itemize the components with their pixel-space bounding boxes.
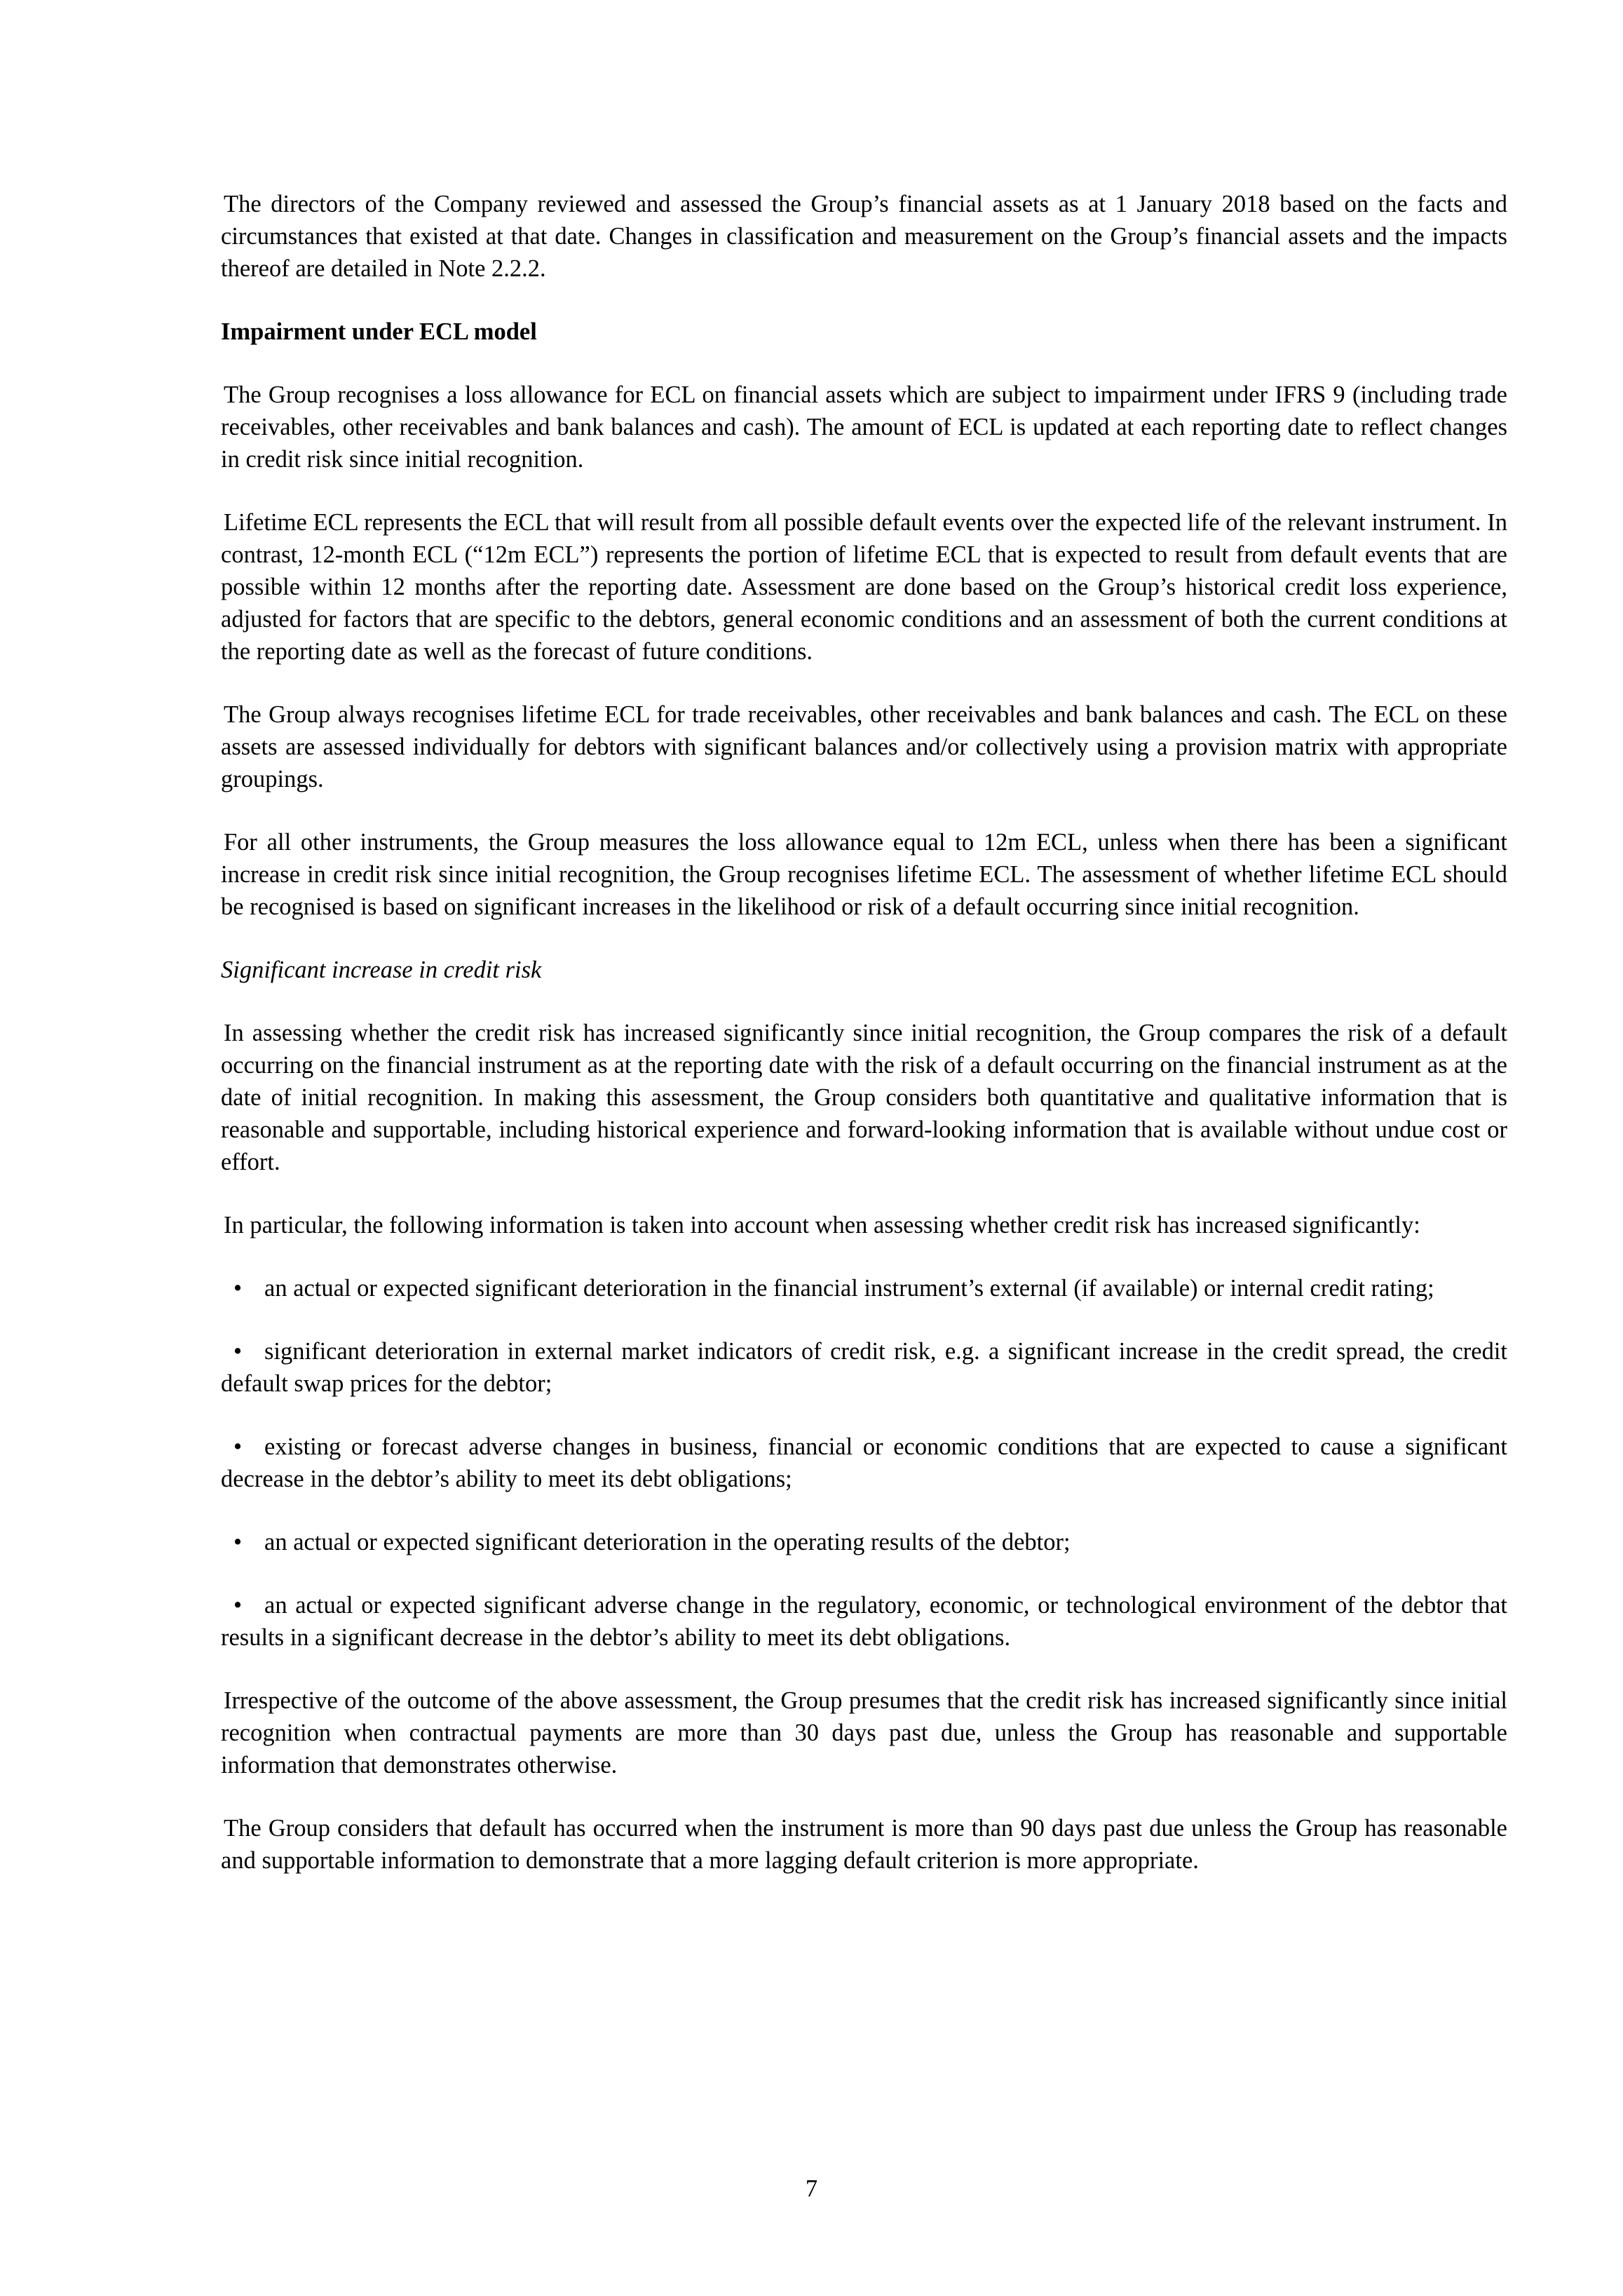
bullet-item-credit-rating [221,1272,1507,1304]
document-page [221,188,1507,1877]
heading-impairment-ecl: Impairment under ECL model [221,318,537,345]
bullet-text: an actual or expected significant deterioration in the operating results of the debtor; [264,1529,1071,1555]
paragraph-following-information: In particular, the following information is taken into account when assessing whether credit risk has increased significantly: [224,1212,1420,1238]
page-number: 7 [805,2175,818,2202]
paragraph-loss-allowance: The Group recognises a loss allowance for ECL on financial assets which are subject to impairment under IFRS 9 (including trade receivables, other receivables and bank balances and cash). The amount of ECL is updated at each reporting date to reflect changes in credit risk since initial recognition. [221,381,1507,473]
bullet-text: significant deterioration in external market indicators of credit risk, e.g. a significant increase in the credit spread, the credit default swap prices for the debtor; [221,1338,1507,1397]
paragraph-trade-receivables: The Group always recognises lifetime ECL for trade receivables, other receivables and bank balances and cash. The ECL on these assets are assessed individually for debtors with significant balances and/or collectively using a provision matrix with appropriate groupings. [221,701,1507,792]
bullet-mark: • [233,1433,243,1460]
paragraph-lifetime-ecl: Lifetime ECL represents the ECL that will result from all possible default events over the expected life of the relevant instrument. In contrast, 12-month ECL (“12m ECL”) represents the portion of lifetime ECL that is expected to result from default events that are possible within 12 months after the reporting date. Assessment are done based on the Group’s historical credit loss experience, adjusted for factors that are specific to the debtors, general economic conditions and an assessment of both the current conditions at the reporting date as well as the forecast of future conditions. [221,509,1507,665]
bullet-item-market-indicators [221,1335,1507,1400]
bullet-mark: • [233,1338,243,1365]
paragraph-30-days-past-due: Irrespective of the outcome of the above assessment, the Group presumes that the credit risk has increased significantly since initial recognition when contractual payments are more than 30 days past due, unless the Group has reasonable and supportable information that demonstrates otherwise. [221,1687,1507,1778]
paragraph-directors-review: The directors of the Company reviewed and assessed the Group’s financial assets as at 1 January 2018 based on the facts and circumstances that existed at that date. Changes in classification and measurement on the Group’s financial assets and the impacts thereof are detailed in Note 2.2.2. [221,191,1507,282]
bullet-item-adverse-changes [221,1431,1507,1495]
bullet-text: an actual or expected significant adverse change in the regulatory, economic, or technological environment of the debtor that results in a significant decrease in the debtor’s ability to meet its debt obligations. [221,1592,1507,1651]
bullet-mark: • [233,1529,243,1555]
paragraph-90-days-past-due: The Group considers that default has occurred when the instrument is more than 90 days past due unless the Group has reasonable and supportable information to demonstrate that a more lagging default criterion is more appropriate. [221,1815,1507,1874]
bullet-text: an actual or expected significant deterioration in the financial instrument’s external (if available) or internal credit rating; [264,1275,1434,1302]
bullet-item-environment-change [221,1589,1507,1654]
bullet-text: existing or forecast adverse changes in business, financial or economic conditions that are expected to cause a significant decrease in the debtor’s ability to meet its debt obligations; [221,1433,1507,1492]
paragraph-assessing-credit-risk: In assessing whether the credit risk has increased significantly since initial recognition, the Group compares the risk of a default occurring on the financial instrument as at the reporting date with the risk of a default occurring on the financial instrument as at the date of initial recognition. In making this assessment, the Group considers both quantitative and qualitative information that is reasonable and supportable, including historical experience and forward-looking information that is available without undue cost or effort. [221,1020,1507,1175]
bullet-item-operating-results [221,1526,1507,1558]
subheading-significant-increase: Significant increase in credit risk [221,957,542,983]
bullet-mark: • [233,1592,243,1619]
paragraph-other-instruments: For all other instruments, the Group measures the loss allowance equal to 12m ECL, unless when there has been a significant increase in credit risk since initial recognition, the Group recognises lifetime ECL. The assessment of whether lifetime ECL should be recognised is based on significant increases in the likelihood or risk of a default occurring since initial recognition. [221,829,1507,920]
bullet-mark: • [233,1275,243,1302]
